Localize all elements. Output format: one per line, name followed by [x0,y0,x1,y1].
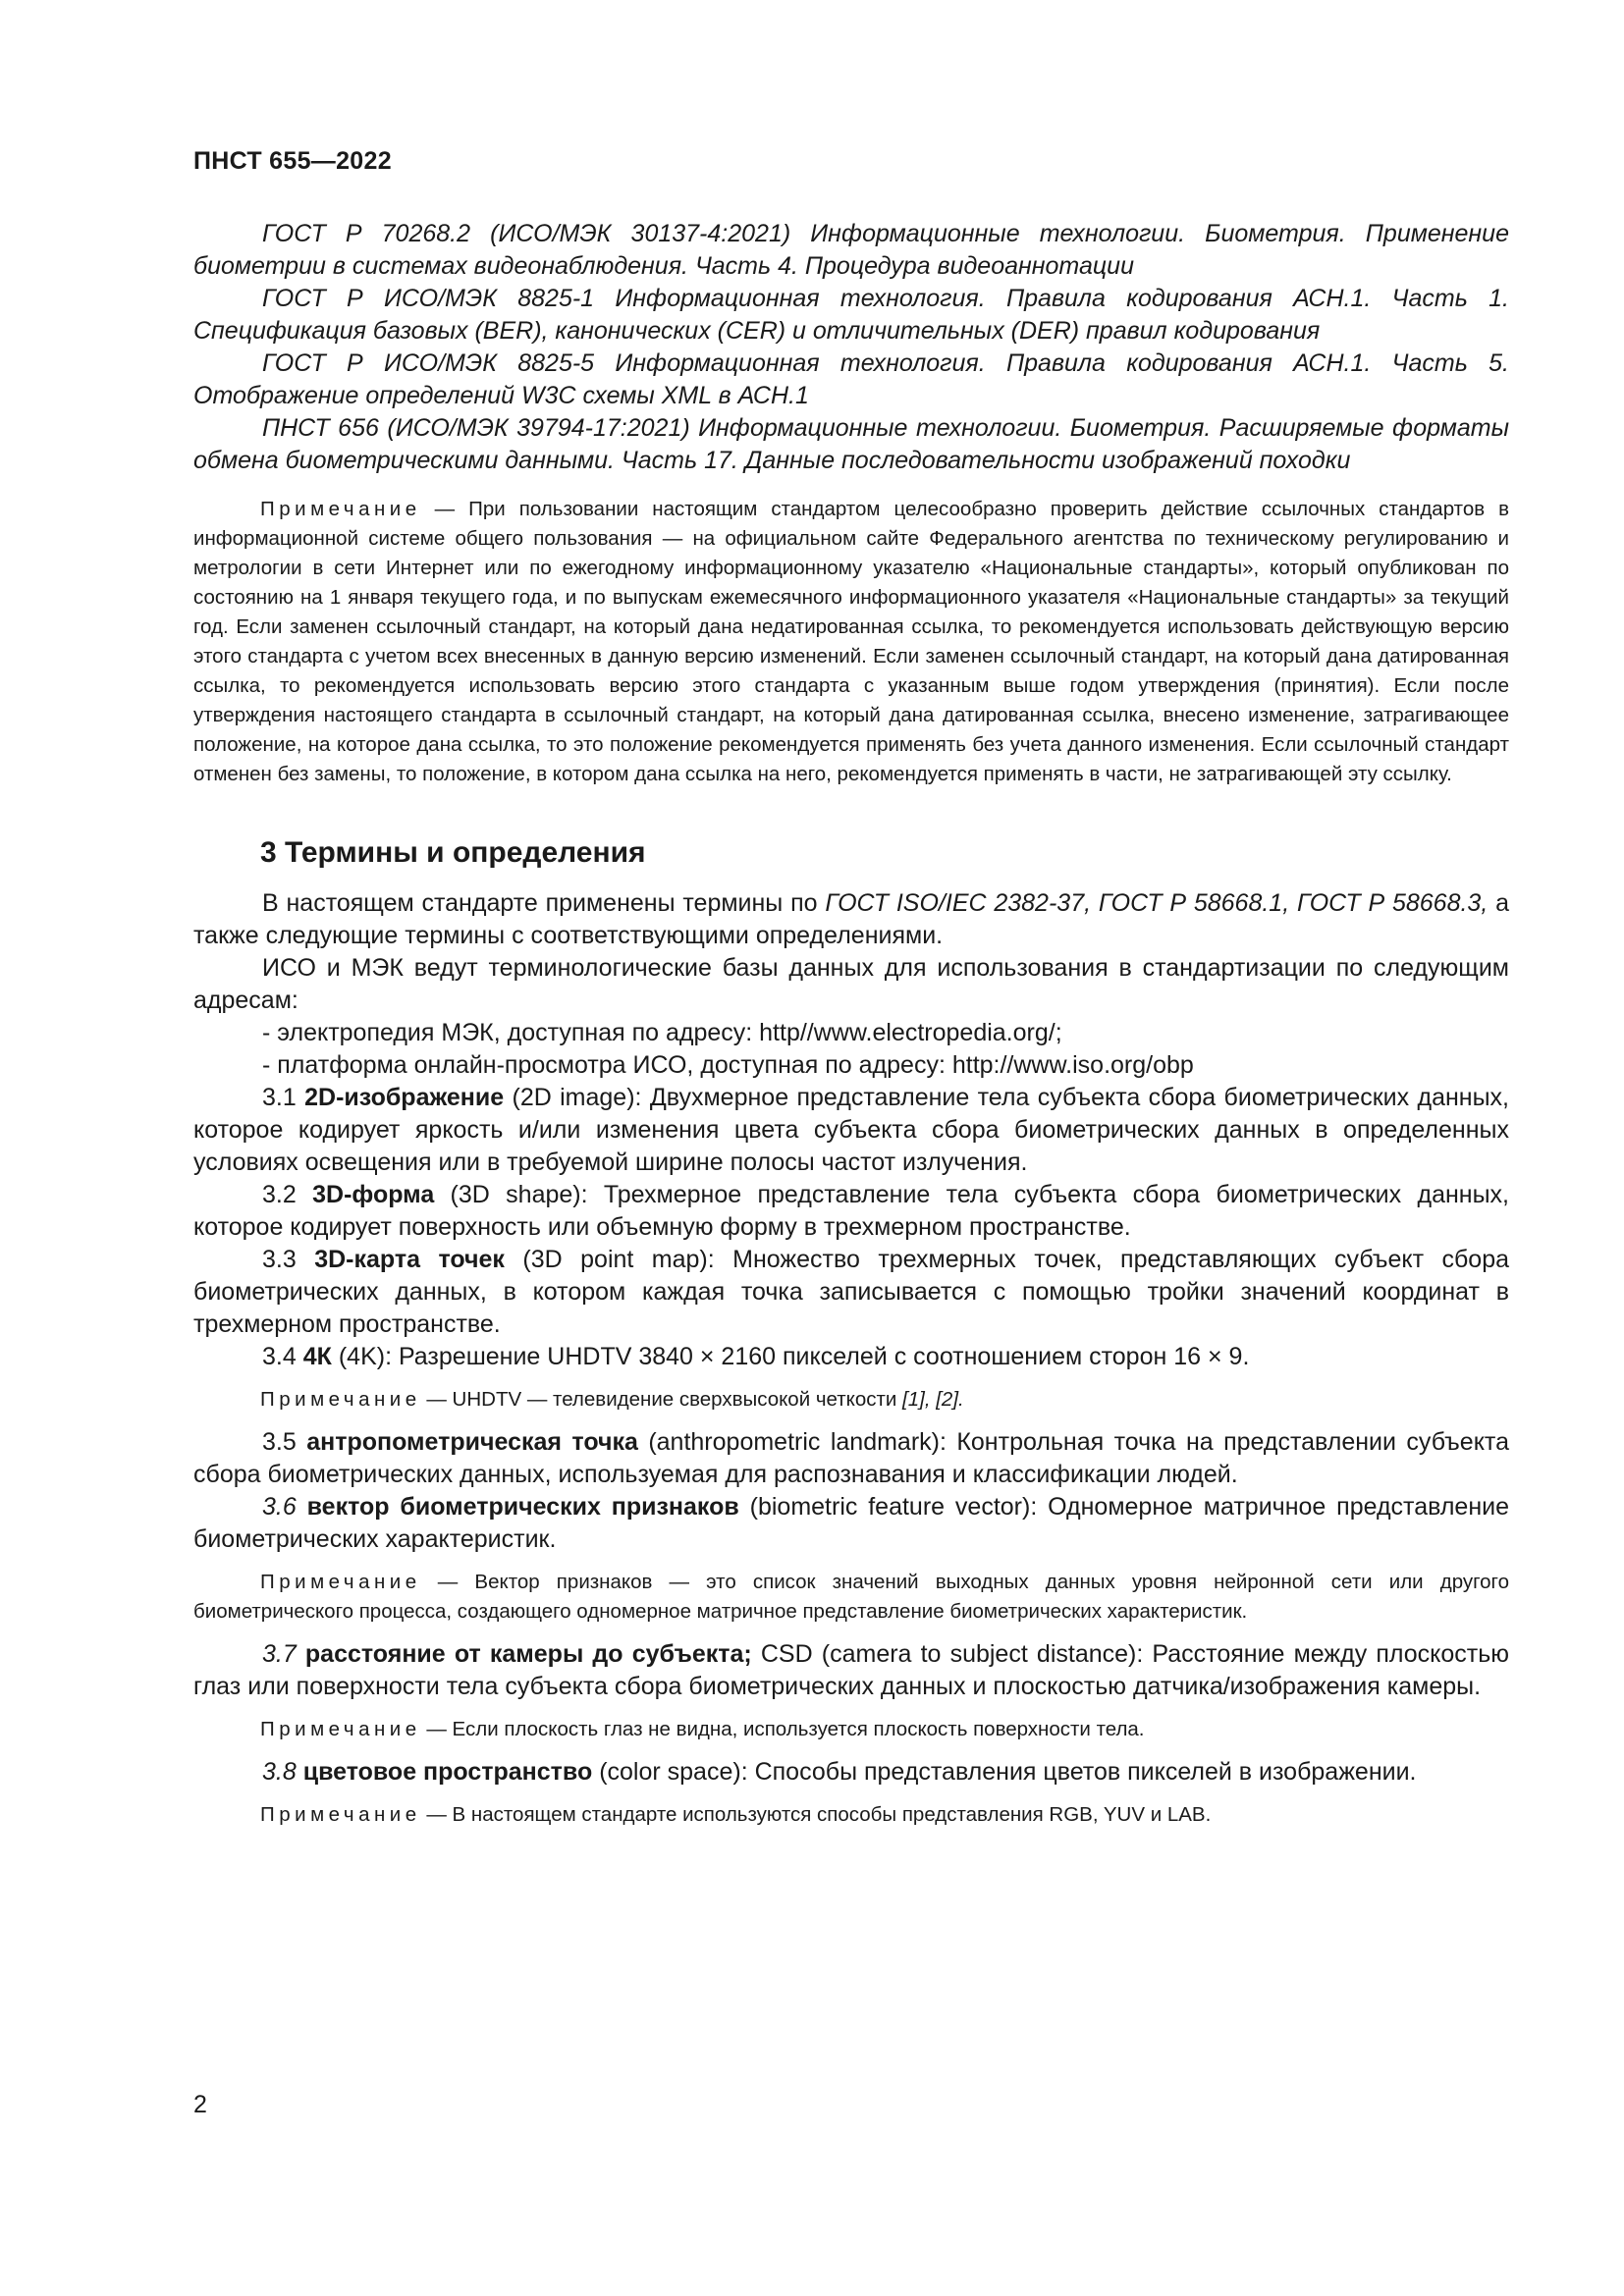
note-label: Примечание [260,1718,421,1740]
page-content [193,218,1509,1830]
term-definition: (3D shape): Трехмерное представление тела субъекта сбора биометрических данных, которое кодирует поверхность или объемную форму в трехмерном пространстве. [193,1181,1509,1241]
term-entry [193,1491,1509,1556]
term-definition: (4K): Разрешение UHDTV 3840 × 2160 пикселей с соотношением сторон 16 × 9. [331,1343,1250,1370]
term-number: 3.2 [262,1181,297,1208]
term-note [193,1715,1509,1744]
term-entry [193,1082,1509,1179]
note-text: — В настоящем стандарте используются способы представления RGB, YUV и LAB. [426,1803,1212,1826]
term-definition: (color space): Способы представления цветов пикселей в изображении. [592,1758,1417,1786]
note-text: — UHDTV — телевидение сверхвысокой четкости [426,1388,903,1411]
term-number: 3.4 [262,1343,297,1370]
references-note [193,495,1509,789]
page-number: 2 [193,2091,207,2118]
term-number: 3.5 [262,1428,297,1456]
intro-prefix: В настоящем стандарте применены термины по [262,889,826,917]
note-label: Примечание [260,1571,421,1593]
intro-refs: ГОСТ ISO/IEC 2382-37, ГОСТ Р 58668.1, ГОСТ Р 58668.3, [825,889,1489,917]
note-label: Примечание [260,498,421,520]
term-number: 3.7 [262,1640,297,1668]
note-refs: [1], [2]. [902,1388,964,1411]
term-name: антропометрическая точка [306,1428,638,1456]
term-entry [193,1179,1509,1244]
term-name: 3D-карта точек [314,1246,505,1273]
intro-suffix: а также следующие термины с соответствующими определениями. [193,889,1509,949]
note-label: Примечание [260,1803,421,1826]
term-number: 3.3 [262,1246,297,1273]
term-number: 3.8 [262,1758,297,1786]
iso-address-item: - электропедия МЭК, доступная по адресу: http//www.electropedia.org/; [262,1019,1062,1046]
reference-item: ГОСТ Р ИСО/МЭК 8825-1 Информационная технология. Правила кодирования АСН.1. Часть 1. Спецификация базовых (BER), канонических (CER) и отличительных (DER) правил кодирования [193,285,1509,345]
term-note [193,1800,1509,1830]
document-id-header: ПНСТ 655—2022 [193,147,392,175]
section-title: 3 Термины и определения [260,836,646,869]
term-name: 2D-изображение [304,1084,505,1111]
terms-intro [193,887,1509,952]
reference-item: ПНСТ 656 (ИСО/МЭК 39794-17:2021) Информационные технологии. Биометрия. Расширяемые форматы обмена биометрическими данными. Часть 17. Данные последовательности изображений походки [193,414,1509,474]
term-name: 4К [302,1343,332,1370]
note-text: — При пользовании настоящим стандартом целесообразно проверить действие ссылочных стандартов в информационной системе общего пользования — на официальном сайте Федерального агентства по техническому регулированию и метрологии в сети Интернет или по ежегодному информационному указателю «Национальные стандарты», который опубликован по состоянию на 1 января текущего года, и по выпускам ежемесячного информационного указателя «Национальные стандарты» за текущий год. Если заменен ссылочный стандарт, на который дана недатированная ссылка, то рекомендуется использовать действующую версию этого стандарта с учетом всех внесенных в данную версию изменений. Если заменен ссылочный стандарт, на который дана датированная ссылка, то рекомендуется использовать версию этого стандарта с указанным выше годом утверждения (принятия). Если после утверждения настоящего стандарта в ссылочный стандарт, на который дана датированная ссылка, внесено изменение, затрагивающее положение, на которое дана ссылка, то это положение рекомендуется применять без учета данного изменения. Если ссылочный стандарт отменен без замены, то положение, в котором дана ссылка на него, рекомендуется применять в части, не затрагивающей эту ссылку. [193,498,1510,785]
term-definition: (2D image): Двухмерное представление тела субъекта сбора биометрических данных, которое кодирует яркость и/или изменения цвета субъекта сбора биометрических данных в определенных условиях освещения или в требуемой ширине полосы частот излучения. [193,1084,1509,1176]
term-name: 3D-форма [312,1181,435,1208]
term-entry [193,1638,1509,1703]
term-entry [193,1426,1509,1491]
note-text: — Если плоскость глаз не видна, используется плоскость поверхности тела. [426,1718,1145,1740]
term-entry [193,1244,1509,1341]
term-note [193,1568,1509,1627]
term-entry [193,1756,1509,1789]
iso-intro: ИСО и МЭК ведут терминологические базы данных для использования в стандартизации по следующим адресам: [193,954,1509,1014]
term-name: цветовое пространство [302,1758,593,1786]
term-entry [193,1341,1509,1373]
reference-item: ГОСТ Р 70268.2 (ИСО/МЭК 30137-4:2021) Информационные технологии. Биометрия. Применение биометрии в системах видеонаблюдения. Часть 4. Процедура видеоаннотации [193,220,1509,280]
term-name: расстояние от камеры до субъекта; [304,1640,752,1668]
iso-address-item: - платформа онлайн-просмотра ИСО, доступная по адресу: http://www.iso.org/obp [262,1051,1194,1079]
term-number: 3.1 [262,1084,297,1111]
reference-item: ГОСТ Р ИСО/МЭК 8825-5 Информационная технология. Правила кодирования АСН.1. Часть 5. Отображение определений W3C схемы XML в АСН.1 [193,349,1509,409]
term-definition: (3D point map): Множество трехмерных точек, представляющих субъект сбора биометрических данных, в котором каждая точка записывается с помощью тройки значений координат в трехмерном пространстве. [193,1246,1509,1338]
term-definition: (anthropometric landmark): Контрольная точка на представлении субъекта сбора биометрических данных, используемая для распознавания и классификации людей. [193,1428,1510,1488]
term-definition: CSD (camera to subject distance): Расстояние между плоскостью глаз или поверхности тела субъекта сбора биометрических данных и плоскостью датчика/изображения камеры. [193,1640,1510,1700]
term-number: 3.6 [262,1493,297,1521]
term-note [193,1385,1509,1415]
note-text: — Вектор признаков — это список значений выходных данных уровня нейронной сети или другого биометрического процесса, создающего одномерное матричное представление биометрических характеристик. [193,1571,1509,1623]
note-label: Примечание [260,1388,421,1411]
term-name: вектор биометрических признаков [306,1493,739,1521]
term-definition: (biometric feature vector): Одномерное матричное представление биометрических характеристик. [193,1493,1510,1553]
